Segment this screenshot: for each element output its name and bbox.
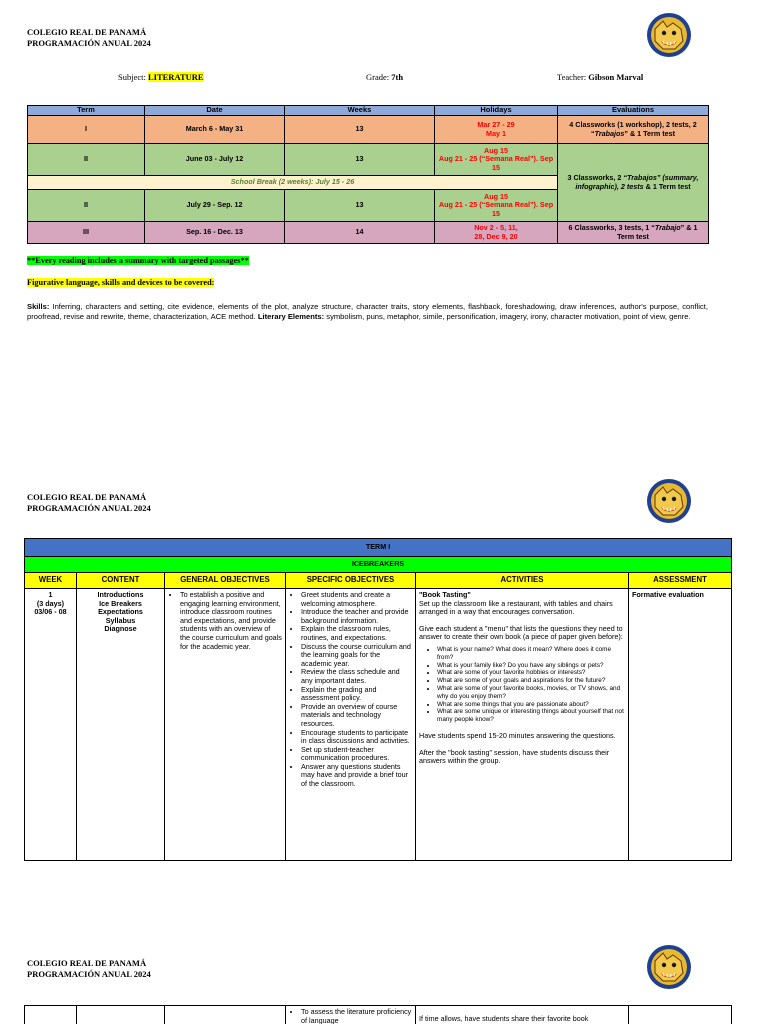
wildcat-logo-icon	[645, 11, 693, 59]
eval-text: 3 Classworks, 2	[567, 173, 624, 182]
school-name: COLEGIO REAL DE PANAMÁ	[27, 958, 147, 968]
col-week: WEEK	[25, 573, 77, 589]
col-activities: ACTIVITIES	[416, 573, 629, 589]
figurative-note: Figurative language, skills and devices to be covered:	[27, 278, 215, 287]
activity-time: Have students spend 15-20 minutes answering the questions.	[419, 730, 616, 740]
eval-text: ” & 1 Term test	[624, 128, 675, 138]
weeks-cell: 13	[285, 190, 435, 222]
literary-label: Literary Elements:	[257, 311, 325, 321]
weeks-cell: 14	[285, 222, 435, 244]
term-cell: I	[28, 116, 145, 144]
date-cell: June 03 - July 12	[145, 144, 285, 176]
evaluation-cell	[558, 116, 709, 144]
school-header-2	[27, 492, 151, 514]
list-item: • Discuss the course curriculum and the learning goals for the academic year.	[301, 643, 412, 669]
activities-cell	[416, 1006, 629, 1024]
school-name: COLEGIO REAL DE PANAMÁ	[27, 27, 147, 37]
subject-label: Subject:	[118, 72, 146, 82]
term-schedule-table	[27, 105, 709, 244]
content-item: Expectations	[98, 607, 143, 617]
eval-text: 4 Classworks (1 workshop), 2 tests, 2 “	[569, 120, 697, 138]
list-item: • Set up student-teacher communication procedures.	[301, 746, 412, 763]
specific-objectives-cell	[286, 589, 416, 861]
wildcat-logo-icon	[645, 477, 693, 525]
reading-note: **Every reading includes a summary with targeted passages**	[27, 256, 249, 265]
list-item: • Review the class schedule and any important dates.	[301, 668, 412, 685]
list-item: • Introduce the teacher and provide background information.	[301, 608, 412, 625]
content-cell	[77, 589, 165, 861]
unit-title: ICEBREAKERS	[25, 557, 732, 573]
term-title: TERM I	[25, 539, 732, 557]
date-cell: Sep. 16 - Dec. 13	[145, 222, 285, 244]
teacher-field	[557, 72, 643, 82]
program-title: PROGRAMACIÓN ANUAL 2024	[27, 38, 151, 48]
teacher-value: Gibson Marval	[588, 72, 644, 82]
term-banner-row	[25, 539, 732, 557]
list-item: • What are some of your favorite books, movies, or TV shows, and why do you enjoy them?	[437, 685, 625, 701]
col-assessment: ASSESSMENT	[629, 573, 732, 589]
week-cell	[25, 1006, 77, 1024]
list-item: • Encourage students to participate in class discussions and activities.	[301, 729, 412, 746]
term1-plan-table-continued	[24, 1005, 732, 1024]
wildcat-logo-icon	[645, 943, 693, 991]
eval-text: & 1 Term test	[643, 181, 691, 191]
col-date: Date	[145, 106, 285, 116]
school-header-1	[27, 27, 151, 49]
subject-field	[118, 72, 204, 82]
table-row	[25, 1006, 732, 1024]
list-item: • What are some of your goals and aspirations for the future?	[437, 677, 625, 685]
activity-after: After the "book tasting" session, have students discuss their answers within the group.	[419, 747, 610, 766]
assessment-cell	[629, 1006, 732, 1024]
week-cell	[25, 589, 77, 861]
grade-value: 7th	[391, 72, 404, 82]
week-days: (3 days)	[36, 598, 65, 608]
column-header-row	[25, 573, 732, 589]
skills-text: Inferring, characters and setting, cite evidence, elements of the plot, analyze structure, character traits, story elements, flashback, foreshadowing, draw inferences, author's purpose, conflict, proofread, revise and rewrite, theme, characterization, ACE method.	[27, 302, 708, 321]
list-item: • What are some unique or interesting things about yourself that not many people know?	[437, 708, 625, 724]
eval-text: Trabajo	[654, 223, 681, 232]
eval-text: Trabajos	[594, 128, 625, 138]
list-item: • Explain the classroom rules, routines, and expectations.	[301, 625, 412, 642]
col-content: CONTENT	[77, 573, 165, 589]
term-cell: II	[28, 144, 145, 176]
col-weeks: Weeks	[285, 106, 435, 116]
col-term: Term	[28, 106, 145, 116]
term1-plan-table	[24, 538, 732, 861]
school-name: COLEGIO REAL DE PANAMÁ	[27, 492, 147, 502]
weeks-cell: 13	[285, 144, 435, 176]
list-item: • What is your family like? Do you have any siblings or pets?	[437, 662, 625, 670]
school-header-3	[27, 958, 151, 980]
eval-text: “Trabajos” (summary, infographic), 2 tests	[575, 173, 699, 191]
grade-label: Grade:	[366, 72, 390, 82]
list-item: • Explain the grading and assessment policy.	[301, 686, 412, 703]
list-item: • Provide an overview of course materials and technology resources.	[301, 703, 412, 729]
list-item: • Answer any questions students may have and provide a brief tour of the classroom.	[301, 763, 412, 789]
evaluation-cell	[558, 222, 709, 244]
skills-label: Skills:	[27, 302, 50, 311]
term-cell: II	[28, 190, 145, 222]
content-item: Diagnose	[104, 624, 137, 634]
term-table-header	[28, 106, 709, 116]
table-row	[28, 116, 709, 144]
content-item: Syllabus	[105, 615, 136, 625]
date-cell: March 6 - May 31	[145, 116, 285, 144]
col-holidays: Holidays	[435, 106, 558, 116]
program-title: PROGRAMACIÓN ANUAL 2024	[27, 969, 151, 979]
school-break-text: School Break (2 weeks): July 15 - 26	[28, 176, 558, 190]
table-row	[28, 222, 709, 244]
activities-cell	[416, 589, 629, 861]
list-item: • What is your name? What does it mean? Where does it come from?	[437, 646, 625, 662]
weeks-cell: 13	[285, 116, 435, 144]
specific-objectives-cell	[286, 1006, 416, 1024]
literary-text: symbolism, puns, metaphor, simile, personification, imagery, irony, character motivation, point of view, genre.	[324, 311, 691, 321]
list-item: • To establish a positive and engaging learning environment, introduce classroom routines and expectations, and provide students with an overview of the course curriculum and goals for the academic year.	[180, 591, 282, 651]
list-item: • Greet students and create a welcoming atmosphere.	[301, 591, 412, 608]
list-item: • What are some of your favorite hobbies or interests?	[437, 669, 625, 677]
assessment-cell: Formative evaluation	[629, 589, 732, 861]
content-cell	[77, 1006, 165, 1024]
skills-paragraph	[27, 302, 708, 321]
eval-text: ” & 1 Term test	[617, 223, 698, 241]
col-specific-objectives: SPECIFIC OBJECTIVES	[286, 573, 416, 589]
holidays-cell: Aug 15 Aug 21 - 25 (“Semana Real”). Sep 15	[435, 144, 558, 176]
program-title: PROGRAMACIÓN ANUAL 2024	[27, 503, 151, 513]
activity-menu: Give each student a "menu" that lists the questions they need to answer to create their own book (a piece of paper given before):	[419, 623, 623, 642]
list-item: • To assess the literature proficiency of language	[301, 1008, 412, 1024]
general-objectives-cell	[165, 1006, 286, 1024]
subject-value: LITERATURE	[147, 72, 204, 82]
evaluation-cell	[558, 144, 709, 222]
activity-text: If time allows, have students share their favorite book	[419, 1014, 589, 1023]
week-dates: 03/06 - 08	[34, 607, 67, 617]
holidays-cell: Aug 15 Aug 21 - 25 (“Semana Real”). Sep 15	[435, 190, 558, 222]
eval-text: 6 Classworks, 3 tests, 1 “	[568, 223, 655, 232]
grade-field	[366, 72, 403, 82]
content-item: Ice Breakers	[99, 598, 142, 608]
table-row	[25, 589, 732, 861]
date-cell: July 29 - Sep. 12	[145, 190, 285, 222]
content-item: Introductions	[97, 590, 144, 599]
unit-banner-row	[25, 557, 732, 573]
list-item: • What are some things that you are passionate about?	[437, 701, 625, 709]
teacher-label: Teacher:	[557, 72, 587, 82]
activity-title: "Book Tasting"	[419, 590, 471, 599]
term-cell: III	[28, 222, 145, 244]
col-evaluations: Evaluations	[558, 106, 709, 116]
table-row	[28, 144, 709, 176]
col-general-objectives: GENERAL OBJECTIVES	[165, 573, 286, 589]
activity-intro: Set up the classroom like a restaurant, with tables and chairs arranged in a way that encourages conversation.	[419, 598, 613, 617]
week-number: 1	[48, 590, 53, 599]
holidays-cell: Mar 27 - 29 May 1	[435, 116, 558, 144]
holidays-cell: Nov 2 - 5, 11, 28, Dec 9, 20	[435, 222, 558, 244]
general-objectives-cell	[165, 589, 286, 861]
